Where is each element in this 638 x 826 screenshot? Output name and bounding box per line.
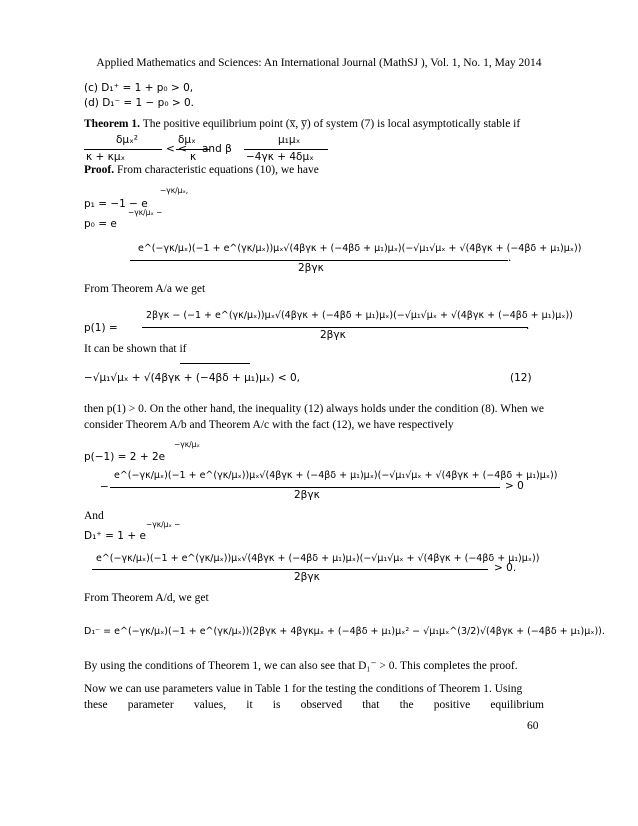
cond-lt: < < (166, 143, 187, 155)
eq-p-of-minus1-end: > 0 (505, 480, 524, 492)
cond-num-1: δμₓ² (116, 134, 138, 146)
word: the (399, 699, 414, 711)
eq-p-of-1-numerator: 2βγκ − (−1 + e^(γκ/μₓ))μₓ√(4βγκ + (−4βδ + μ₁)μₓ)(−√μ₁√μₓ + √(4βγκ + (−4βδ + μ₁)μₓ)) (146, 310, 573, 321)
word: observed (300, 699, 343, 711)
word: that (362, 699, 380, 711)
item-c: (c) D₁⁺ = 1 + p₀ > 0, (84, 82, 194, 94)
eq-p-of-minus1-minus: − (100, 481, 109, 493)
text-now-parameters: Now we can use parameters value in Table 1 for the testing the conditions of Theorem 1. Using (84, 683, 523, 695)
eq-p-of-minus1-numerator: e^(−γκ/μₓ)(−1 + e^(γκ/μₓ))μₓ√(4βγκ + (−4βδ + μ₁)μₓ)(−√μ₁√μₓ + √(4βγκ + (−4βδ + μ₁)μₓ)) (114, 470, 558, 481)
theorem-statement (84, 118, 520, 130)
cond-den-3: −4γκ + 4δμₓ (246, 151, 314, 163)
text-conditions: By using the conditions of Theorem 1, we can also see that D₁⁻ > 0. This completes the proof. (84, 660, 518, 672)
page-number: 60 (527, 720, 539, 732)
eq-p0: p₀ = e (84, 218, 117, 230)
word: positive (433, 699, 471, 711)
eq-p-of-minus1-frac-line (110, 487, 500, 488)
cond-frac-line-3 (244, 149, 328, 150)
eq-d1-plus-numerator: e^(−γκ/μₓ)(−1 + e^(γκ/μₓ))μₓ√(4βγκ + (−4βδ + μ₁)μₓ)(−√μ₁√μₓ + √(4βγκ + (−4βδ + μ₁)μₓ)) (96, 553, 540, 564)
eq-p-of-1-end: . (526, 320, 530, 332)
text-then-p1: then p(1) > 0. On the other hand, the inequality (12) always holds under the condition (8). When we consider Theorem A/b and Theorem A/c with the fact (12), we have respectively (84, 403, 544, 431)
proof-label: Proof. (84, 164, 115, 176)
word: equilibrium (490, 699, 544, 711)
eq-d1-plus-denominator: 2βγκ (294, 571, 320, 583)
cond-num-3: μ₁μₓ (278, 134, 301, 146)
eq-p1: p₁ = −1 − e (84, 198, 148, 210)
eq-p0-end: . (508, 252, 512, 264)
eq-p0-frac-line (130, 260, 508, 261)
cond-frac-line-1 (84, 149, 162, 150)
eq-p-of-minus1-lhs: p(−1) = 2 + 2e (84, 451, 166, 463)
theorem-label: Theorem 1. (84, 118, 141, 130)
cond-den-1: κ + κμₓ (86, 151, 126, 163)
eq-d1-plus-lhs: D₁⁺ = 1 + e (84, 530, 146, 542)
text-theorem-a-d: From Theorem A/d, we get (84, 592, 209, 604)
eq-p0-numerator: e^(−γκ/μₓ)(−1 + e^(γκ/μₓ))μₓ√(4βγκ + (−4βδ + μ₁)μₓ)(−√μ₁√μₓ + √(4βγκ + (−4βδ + μ₁)μₓ)) (138, 243, 582, 254)
eq-d1-plus-exponent: −γκ/μₓ − (146, 520, 181, 529)
eq-p1-exponent: −γκ/μₓ, (160, 186, 189, 195)
eq-p-of-1-frac-line (142, 327, 528, 328)
text-theorem-a-a: From Theorem A/a we get (84, 283, 206, 295)
word: is (272, 699, 281, 711)
eq12-number: (12) (510, 372, 532, 384)
word: these (84, 699, 108, 711)
eq-d1-minus: D₁⁻ = e^(−γκ/μₓ)(−1 + e^(γκ/μₓ))(2βγκ + 4βγκμₓ + (−4βδ + μ₁)μₓ² − √μ₁μₓ^(3/2)√(4βγκ + (−4βδ + μ₁)μₓ)). (84, 626, 605, 637)
text-can-be-shown: It can be shown that if (84, 343, 187, 355)
proof-text: From characteristic equations (10), we have (117, 164, 319, 176)
eq12-radical-bar (180, 363, 250, 364)
eq-d1-plus-end: > 0. (494, 562, 517, 574)
eq-p-of-minus1-denominator: 2βγκ (294, 489, 320, 501)
eq-p-of-1-denominator: 2βγκ (320, 329, 346, 341)
eq-p-of-minus1-exponent: −γκ/μₓ (174, 440, 200, 449)
word: values, (193, 699, 227, 711)
proof-line (84, 164, 319, 176)
item-d: (d) D₁⁻ = 1 − p₀ > 0. (84, 97, 195, 109)
cond-num-2: δμₓ (178, 134, 196, 146)
word: parameter (127, 699, 174, 711)
text-and: And (84, 510, 104, 522)
running-header: Applied Mathematics and Sciences: An International Journal (MathSJ ), Vol. 1, No. 1, May 2014 (96, 57, 542, 69)
eq-p0-exponent: −γκ/μₓ − (128, 208, 163, 217)
eq-d1-plus-frac-line (92, 569, 488, 570)
word: it (246, 699, 253, 711)
theorem-text: The positive equilibrium point (x̅, y̅) of system (7) is local asymptotically stable if (142, 118, 521, 130)
eq12-expression: −√μ₁√μₓ + √(4βγκ + (−4βδ + μ₁)μₓ) < 0, (84, 372, 301, 384)
eq-p0-denominator: 2βγκ (298, 262, 324, 274)
eq-p-of-1-lhs: p(1) = (84, 322, 118, 334)
text-these-parameters (84, 699, 544, 711)
cond-den-2: κ (190, 151, 197, 163)
cond-and: and β (202, 143, 232, 155)
